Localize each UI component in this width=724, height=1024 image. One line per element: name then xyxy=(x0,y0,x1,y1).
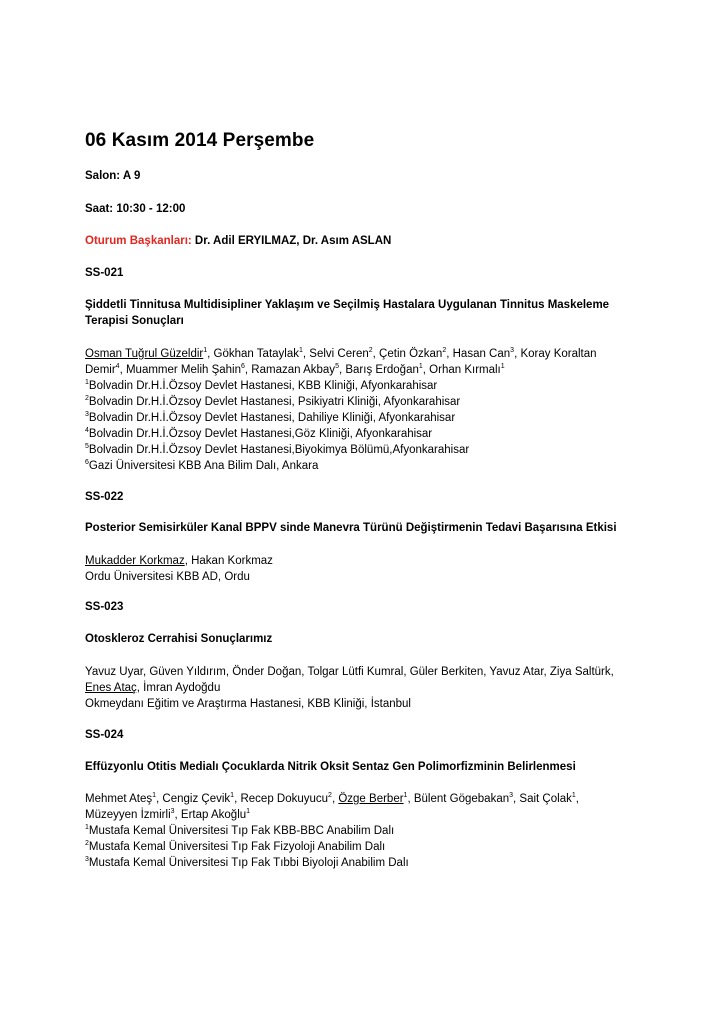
sup: 2 xyxy=(85,395,89,402)
abstract-title-ss021: Şiddetli Tinnitusa Multidisipliner Yaklaşım ve Seçilmiş Hastalara Uygulanan Tinnitus Maskeleme Terapisi Sonuçları xyxy=(85,299,610,327)
author: , Recep Dokuyucu xyxy=(234,793,329,805)
author: , Cengiz Çevik xyxy=(156,793,231,805)
sup: 3 xyxy=(510,347,515,354)
author: , Hasan Can xyxy=(446,348,511,360)
sup: 1 xyxy=(418,363,423,370)
author: , Ramazan Akbay xyxy=(244,364,336,376)
author: , İmran Aydoğdu xyxy=(136,682,221,694)
affiliation xyxy=(85,411,455,425)
authors-ss023-line1: Yavuz Uyar, Güven Yıldırım, Önder Doğan, Tolgar Lütfi Kumral, Güler Berkiten, Yavuz Atar, Ziya Saltürk, xyxy=(85,666,614,678)
authors-ss022 xyxy=(85,554,273,568)
sup: 2 xyxy=(328,792,332,799)
affiliation-text: Bolvadin Dr.H.İ.Özsoy Devlet Hastanesi, KBB Kliniği, Afyonkarahisar xyxy=(88,380,438,392)
abstract-code-ss021: SS-021 xyxy=(85,267,124,279)
authors-ss021-line2 xyxy=(85,363,505,377)
abstract-code-ss024: SS-024 xyxy=(85,729,124,741)
sup: 3 xyxy=(85,856,89,863)
salon-label: Salon: A 9 xyxy=(85,170,141,182)
sup: 1 xyxy=(299,347,303,354)
sup: 5 xyxy=(335,363,339,370)
sup: 1 xyxy=(203,347,208,354)
abstract-code-ss022: SS-022 xyxy=(85,491,124,503)
affiliation: Ordu Üniversitesi KBB AD, Ordu xyxy=(85,571,250,583)
sup: 1 xyxy=(85,379,89,386)
presenting-author: Enes Ataç xyxy=(85,682,137,694)
author: , Selvi Ceren xyxy=(302,348,369,360)
affiliation-text: Mustafa Kemal Üniversitesi Tıp Fak Fizyoloji Anabilim Dalı xyxy=(88,841,386,853)
authors-ss021-line1 xyxy=(85,347,597,361)
affiliation xyxy=(85,395,460,409)
affiliation xyxy=(85,443,469,457)
author: Demir xyxy=(85,364,116,376)
authors-ss024-line2 xyxy=(85,808,250,822)
author: , Sait Çolak xyxy=(513,793,572,805)
affiliation xyxy=(85,824,394,838)
sup: 1 xyxy=(246,808,251,815)
sup: 1 xyxy=(85,824,89,831)
sup: 2 xyxy=(442,347,447,354)
sup: 1 xyxy=(403,792,408,799)
affiliation-text: Gazi Üniversitesi KBB Ana Bilim Dalı, Ankara xyxy=(88,460,319,472)
author: , Ertap Akoğlu xyxy=(174,809,247,821)
author: , Çetin Özkan xyxy=(372,348,443,360)
presenting-author: Özge Berber xyxy=(338,793,404,805)
chairs-label: Oturum Başkanları: xyxy=(85,235,192,247)
author: , Barış Erdoğan xyxy=(338,364,419,376)
author: , Gökhan Tataylak xyxy=(207,348,299,360)
author: , Bülent Gögebakan xyxy=(407,793,510,805)
affiliation xyxy=(85,856,409,870)
separator: , xyxy=(575,793,579,805)
sup: 1 xyxy=(500,363,505,370)
author: Mehmet Ateş xyxy=(85,793,153,805)
affiliation-text: Bolvadin Dr.H.İ.Özsoy Devlet Hastanesi,Biyokimya Bölümü,Afyonkarahisar xyxy=(88,444,470,456)
affiliation xyxy=(85,840,385,854)
affiliation-text: Bolvadin Dr.H.İ.Özsoy Devlet Hastanesi, Psikiyatri Kliniği, Afyonkarahisar xyxy=(88,396,461,408)
authors-ss024-line1 xyxy=(85,792,579,806)
separator: , xyxy=(331,793,339,805)
sup: 3 xyxy=(509,792,514,799)
abstract-title-ss022: Posterior Semisirküler Kanal BPPV sinde Manevra Türünü Değiştirmenin Tedavi Başarısına Etkisi xyxy=(85,522,617,534)
sup: 1 xyxy=(152,792,157,799)
author: , Hakan Korkmaz xyxy=(184,555,273,567)
abstract-code-ss023: SS-023 xyxy=(85,601,124,613)
affiliation xyxy=(85,459,318,473)
sup: 1 xyxy=(571,792,576,799)
sup: 2 xyxy=(368,347,373,354)
affiliation xyxy=(85,427,432,441)
affiliation-text: Bolvadin Dr.H.İ.Özsoy Devlet Hastanesi,Göz Kliniği, Afyonkarahisar xyxy=(88,428,433,440)
author: , Muammer Melih Şahin xyxy=(119,364,242,376)
sup: 6 xyxy=(85,459,89,466)
affiliation-text: Mustafa Kemal Üniversitesi Tıp Fak Tıbbi Biyoloji Anabilim Dalı xyxy=(88,857,409,869)
sup: 5 xyxy=(85,443,89,450)
sup: 3 xyxy=(85,411,89,418)
affiliation-text: Mustafa Kemal Üniversitesi Tıp Fak KBB-BBC Anabilim Dalı xyxy=(88,825,395,837)
abstract-title-ss023: Otoskleroz Cerrahisi Sonuçlarımız xyxy=(85,633,273,645)
affiliation-text: Bolvadin Dr.H.İ.Özsoy Devlet Hastanesi, Dahiliye Kliniği, Afyonkarahisar xyxy=(88,412,456,424)
author: , Orhan Kırmalı xyxy=(422,364,501,376)
presenting-author: Mukadder Korkmaz xyxy=(85,555,185,567)
sup: 2 xyxy=(85,840,89,847)
sup: 3 xyxy=(170,808,175,815)
abstract-title-ss024: Effüzyonlu Otitis Medialı Çocuklarda Nitrik Oksit Sentaz Gen Polimorfizminin Belirlenmesi xyxy=(85,761,576,773)
affiliation: Okmeydanı Eğitim ve Araştırma Hastanesi, KBB Kliniği, İstanbul xyxy=(85,698,411,710)
sup: 4 xyxy=(115,363,120,370)
page-title: 06 Kasım 2014 Perşembe xyxy=(85,130,315,151)
chairs-names: Dr. Adil ERYILMAZ, Dr. Asım ASLAN xyxy=(191,235,392,247)
sup: 4 xyxy=(85,427,89,434)
affiliation xyxy=(85,379,437,393)
sup: 1 xyxy=(230,792,235,799)
author: , Koray Koraltan xyxy=(514,348,597,360)
presenting-author: Osman Tuğrul Güzeldir xyxy=(85,348,204,360)
authors-ss023-line2 xyxy=(85,681,220,695)
sup: 6 xyxy=(241,363,245,370)
author: Müzeyyen İzmirli xyxy=(85,809,171,821)
time-label: Saat: 10:30 - 12:00 xyxy=(85,203,186,215)
session-chairs xyxy=(85,234,391,248)
